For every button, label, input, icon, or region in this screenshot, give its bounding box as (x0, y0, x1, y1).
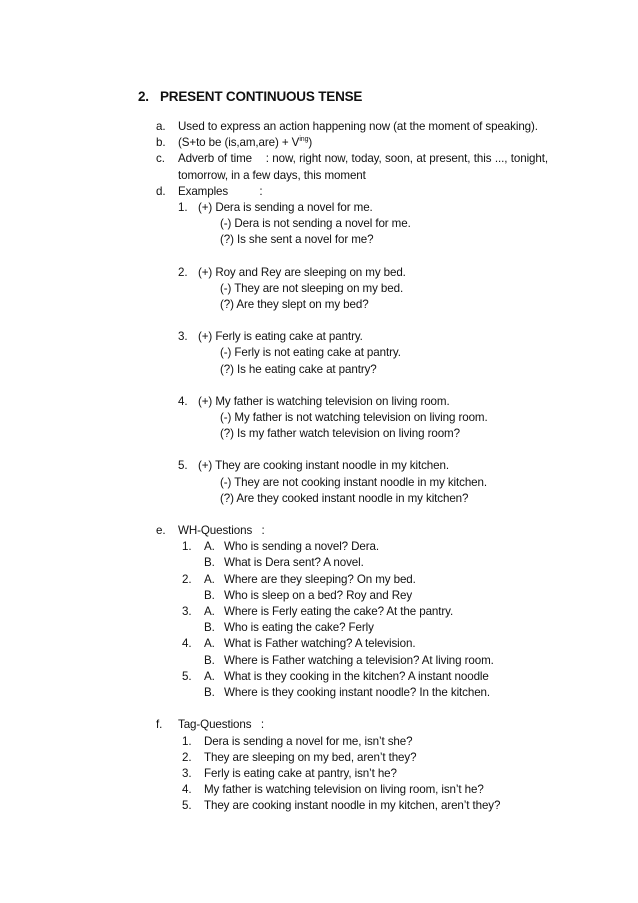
tag-question (182, 782, 548, 798)
tag-text: Dera is sending a novel for me, isn’t she? (204, 734, 413, 748)
example-number: 3. (178, 330, 188, 344)
tag-question (182, 750, 548, 766)
formula-text: (S+to be (is,am,are) + V (178, 136, 300, 150)
wh-letter: B. (204, 686, 215, 700)
example-number: 5. (178, 459, 188, 473)
wh-number: 3. (182, 605, 192, 619)
wh-text: Who is eating the cake? Ferly (224, 621, 374, 635)
example-negative: (-) They are not cooking instant noodle in my kitchen. (220, 475, 487, 489)
tag-text: They are sleeping on my bed, aren’t they? (204, 750, 417, 764)
example-negative: (-) Dera is not sending a novel for me. (220, 217, 411, 231)
tag-text: They are cooking instant noodle in my kitchen, aren’t they? (204, 799, 501, 813)
formula-tail: ) (308, 136, 313, 150)
tag-text: Ferly is eating cake at pantry, isn’t he? (204, 766, 397, 780)
item-text: Examples : (178, 184, 263, 198)
wh-text: Where is Father watching a television? At living room. (224, 653, 494, 667)
wh-group (182, 636, 548, 668)
wh-number: 4. (182, 637, 192, 651)
wh-text: Who is sleep on a bed? Roy and Rey (224, 588, 413, 602)
wh-letter: B. (204, 653, 215, 667)
tag-number: 2. (182, 750, 192, 764)
item-label: b. (156, 136, 166, 150)
wh-group (182, 539, 548, 571)
item-c (156, 151, 552, 183)
section-content (156, 119, 552, 815)
example-question: (?) Is she sent a novel for me? (220, 233, 374, 247)
wh-text: Who is sending a novel? Dera. (224, 540, 379, 554)
wh-number: 5. (182, 669, 192, 683)
wh-text: What is Dera sent? A novel. (224, 556, 364, 570)
item-label: d. (156, 184, 166, 198)
wh-text: What is Father watching? A television. (224, 637, 416, 651)
example-negative: (-) They are not sleeping on my bed. (220, 281, 404, 295)
section-title: PRESENT CONTINUOUS TENSE (160, 89, 363, 104)
wh-questions-list (182, 539, 548, 701)
wh-group (182, 604, 548, 636)
wh-number: 1. (182, 540, 192, 554)
tag-question (182, 798, 548, 814)
example-question: (?) Are they cooked instant noodle in my kitchen? (220, 491, 469, 505)
section-number: 2. (138, 89, 149, 104)
item-b (156, 135, 548, 151)
example-item (178, 265, 548, 314)
tag-text: My father is watching television on living room, isn’t he? (204, 783, 484, 797)
example-item (178, 200, 548, 249)
tag-question (182, 734, 548, 750)
tag-question (182, 766, 548, 782)
wh-letter: A. (204, 540, 215, 554)
examples-list (178, 200, 548, 507)
example-positive: (+) My father is watching television on living room. (198, 394, 450, 408)
wh-letter: A. (204, 637, 215, 651)
item-label: e. (156, 524, 166, 538)
example-positive: (+) Dera is sending a novel for me. (198, 201, 373, 215)
item-label: a. (156, 120, 166, 133)
wh-group (182, 669, 548, 701)
wh-text: Where are they sleeping? On my bed. (224, 572, 416, 586)
item-text: Tag-Questions : (178, 718, 264, 732)
example-negative: (-) Ferly is not eating cake at pantry. (220, 346, 401, 360)
example-item (178, 458, 548, 507)
wh-text: What is they cooking in the kitchen? A instant noodle (224, 669, 489, 683)
tag-number: 3. (182, 766, 192, 780)
example-question: (?) Are they slept on my bed? (220, 298, 369, 312)
wh-letter: A. (204, 669, 215, 683)
formula-superscript: ing (299, 136, 309, 144)
wh-letter: A. (204, 605, 215, 619)
example-number: 2. (178, 265, 188, 279)
wh-text: Where is Ferly eating the cake? At the pantry. (224, 605, 454, 619)
wh-letter: B. (204, 621, 215, 635)
item-text: Used to express an action happening now (at the moment of speaking). (178, 120, 538, 133)
example-item (178, 394, 548, 443)
item-e (156, 523, 548, 539)
tag-number: 1. (182, 734, 192, 748)
wh-letter: A. (204, 572, 215, 586)
wh-letter: B. (204, 556, 215, 570)
wh-text: Where is they cooking instant noodle? In the kitchen. (224, 686, 491, 700)
example-number: 4. (178, 394, 188, 408)
tag-number: 5. (182, 799, 192, 813)
tag-questions-list (182, 734, 548, 815)
section-heading (138, 89, 362, 104)
item-text: WH-Questions : (178, 524, 265, 538)
formula (178, 135, 548, 151)
example-positive: (+) They are cooking instant noodle in my kitchen. (198, 459, 449, 473)
item-label: c. (156, 152, 165, 166)
item-a (156, 119, 548, 135)
wh-group (182, 572, 548, 604)
example-negative: (-) My father is not watching television on living room. (220, 411, 488, 425)
wh-number: 2. (182, 572, 192, 586)
example-positive: (+) Roy and Rey are sleeping on my bed. (198, 265, 406, 279)
example-item (178, 329, 548, 378)
item-d (156, 184, 548, 200)
example-question: (?) Is he eating cake at pantry? (220, 362, 377, 376)
example-positive: (+) Ferly is eating cake at pantry. (198, 330, 363, 344)
wh-letter: B. (204, 588, 215, 602)
tag-number: 4. (182, 783, 192, 797)
example-question: (?) Is my father watch television on living room? (220, 427, 460, 441)
example-number: 1. (178, 201, 188, 215)
item-text: Adverb of time : now, right now, today, soon, at present, this ..., tonight, tomorrow, in a few days, this moment (178, 152, 552, 182)
item-f (156, 717, 548, 733)
item-label: f. (156, 718, 163, 732)
